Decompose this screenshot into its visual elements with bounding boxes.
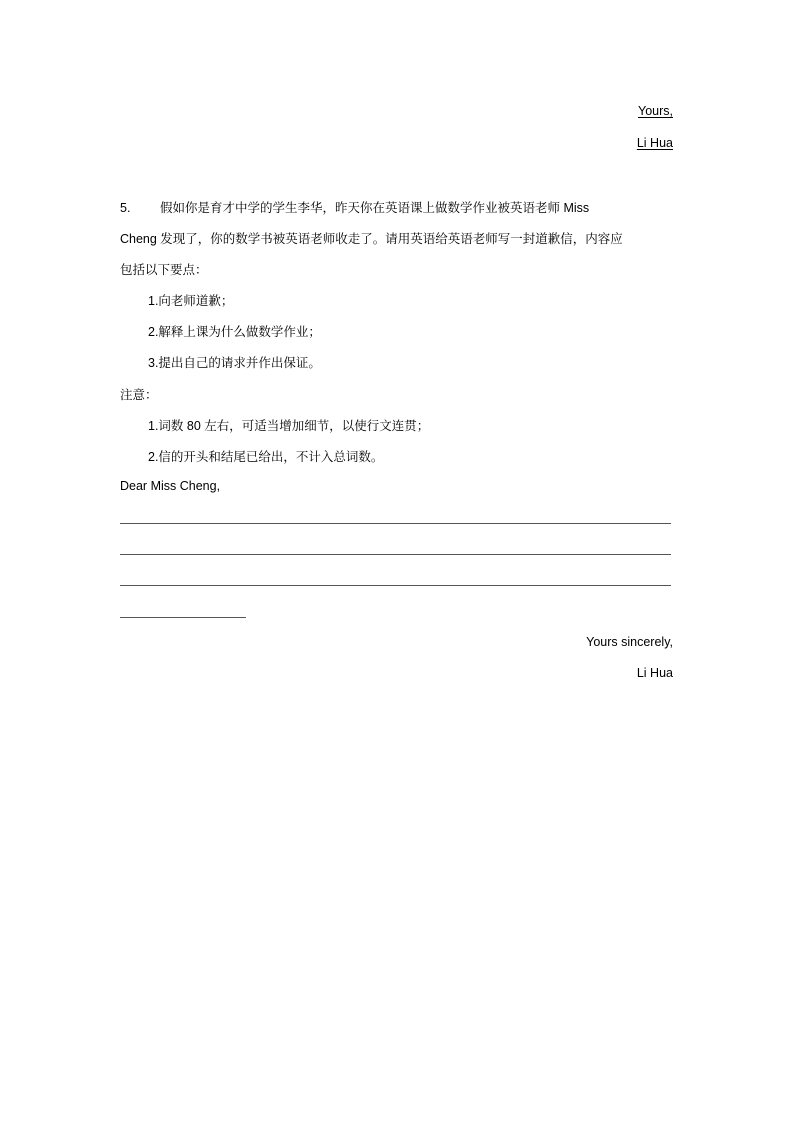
- answer-line-4[interactable]: [120, 617, 246, 618]
- letter-salutation: Dear Miss Cheng,: [120, 479, 221, 493]
- question-prompt-line-2: Cheng 发现了，你的数学书被英语老师收走了。请用英语给英语老师写一封道歉信，内容应: [120, 232, 623, 246]
- point-item-1: 1.向老师道歉；: [148, 294, 234, 308]
- letter-signature: Li Hua: [636, 666, 673, 680]
- question-prompt-line-3: 包括以下要点：: [120, 263, 208, 277]
- note-item-2: 2.信的开头和结尾已给出，不计入总词数。: [148, 450, 384, 464]
- answer-line-3[interactable]: [120, 585, 671, 586]
- note-item-1: 1.词数 80 左右，可适当增加细节，以使行文连贯；: [148, 419, 430, 433]
- point-item-3: 3.提出自己的请求并作出保证。: [148, 356, 321, 370]
- question-prompt-line-1: 5. 假如你是育才中学的学生李华，昨天你在英语课上做数学作业被英语老师 Miss: [120, 201, 590, 215]
- top-closing: Yours,: [638, 104, 673, 118]
- letter-closing: Yours sincerely,: [586, 635, 673, 649]
- point-item-2: 2.解释上课为什么做数学作业；: [148, 325, 321, 339]
- note-label: 注意：: [120, 388, 158, 402]
- question-number: 5.: [120, 201, 131, 215]
- top-closing-name: Li Hua: [636, 136, 673, 150]
- answer-line-2[interactable]: [120, 554, 671, 555]
- answer-line-1[interactable]: [120, 523, 671, 524]
